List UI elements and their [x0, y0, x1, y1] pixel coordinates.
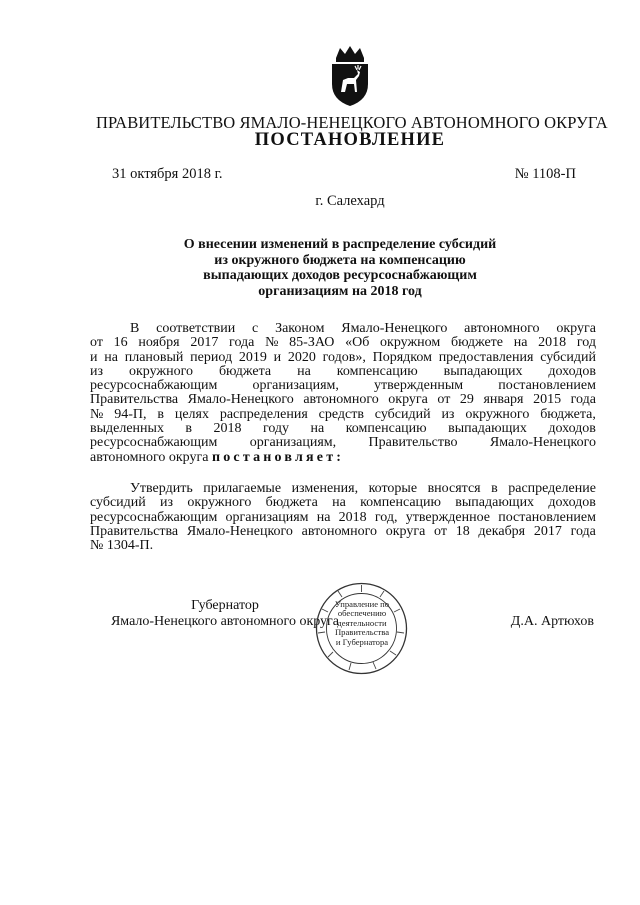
word: выделенных	[90, 421, 164, 437]
word: ресурсоснабжающим	[90, 509, 218, 525]
word: из	[441, 406, 455, 422]
word: распределения	[219, 406, 308, 422]
word: плановый	[124, 349, 184, 365]
text-line-final: № 1304-П.	[90, 538, 154, 554]
word: от	[90, 335, 103, 351]
text-line	[90, 351, 596, 365]
text-line	[90, 322, 596, 336]
word: средств	[318, 406, 364, 422]
word: в	[185, 421, 193, 437]
text-line	[90, 525, 596, 539]
word: годов»,	[322, 349, 366, 365]
word: Ямало-Ненецкого	[341, 321, 448, 336]
word: декабря	[478, 523, 526, 539]
word: утвержденным	[374, 378, 464, 394]
word: Ямало-Ненецкого	[186, 523, 293, 539]
word: на	[310, 421, 325, 437]
word: год,	[374, 509, 398, 525]
text-line-final	[90, 451, 596, 465]
word: году	[262, 421, 290, 437]
word: Ямало-Ненецкого	[489, 435, 596, 451]
text-line	[90, 408, 596, 422]
word: округа	[385, 523, 426, 539]
word: 94-П,	[114, 406, 147, 422]
word: автономного	[303, 392, 379, 408]
word: Правительства	[90, 523, 179, 539]
document-date: 31 октября 2018 г.	[112, 166, 223, 182]
word: 2018	[538, 335, 567, 351]
word: окружного	[465, 406, 530, 422]
word: №	[90, 406, 104, 422]
word: от	[437, 392, 451, 408]
word: окружного	[128, 363, 193, 379]
word: 2020	[287, 349, 316, 365]
text-line	[90, 336, 596, 350]
word: на	[104, 349, 118, 365]
word: Правительства	[90, 392, 179, 408]
word: 2018	[338, 509, 367, 525]
stamp-line: обеспечению	[337, 608, 387, 619]
text-line	[90, 511, 596, 525]
word: Ямало-Ненецкого	[187, 392, 294, 408]
word: вносятся	[427, 481, 481, 496]
word: доходов	[548, 363, 596, 379]
word: год	[576, 335, 596, 351]
word: изменения,	[291, 481, 359, 496]
word: на	[316, 509, 331, 525]
word: 18	[455, 523, 470, 539]
word: в	[491, 481, 498, 496]
word: утвержденное	[405, 509, 490, 525]
word: года	[570, 523, 596, 539]
organization-name: ПРАВИТЕЛЬСТВО ЯМАЛО-НЕНЕЦКОГО АВТОНОМНОГО ОКРУГА	[96, 113, 608, 132]
text-line	[90, 422, 596, 436]
word: окружном	[380, 335, 441, 351]
word: распределение	[508, 481, 596, 496]
word: и	[90, 349, 98, 365]
word: на	[513, 335, 528, 351]
document-title	[150, 237, 530, 299]
word: постановлением	[498, 509, 596, 525]
text-line	[90, 436, 596, 450]
word: 2015	[533, 392, 562, 408]
word: года	[570, 392, 596, 408]
word: выпадающих	[455, 495, 535, 511]
word: автономного	[301, 523, 378, 539]
word: предоставления	[438, 349, 534, 365]
word: 85-ЗАО	[289, 335, 335, 351]
word: 29	[459, 392, 474, 408]
word: на	[332, 495, 346, 511]
word: из	[90, 363, 104, 379]
word: ресурсоснабжающим	[90, 435, 218, 451]
word: из	[160, 495, 174, 511]
paragraph-basis	[90, 322, 596, 465]
word: субсидий	[90, 495, 146, 511]
text-line	[90, 379, 596, 393]
word: организациям	[225, 509, 309, 525]
word: 2017	[190, 335, 219, 351]
document-number: № 1108-П	[514, 166, 576, 182]
word: выпадающих	[443, 363, 523, 379]
title-line: О внесении изменений в распределение субсидий	[183, 237, 497, 252]
word: от	[434, 523, 447, 539]
word: 2018	[213, 421, 242, 437]
word: с	[252, 321, 259, 336]
word: на	[297, 363, 311, 379]
word: организациям,	[249, 435, 337, 451]
word: целях	[174, 406, 209, 422]
word: которые	[368, 481, 418, 496]
word: окружного	[187, 495, 252, 511]
word: соответствии	[156, 321, 236, 336]
word: 2019	[238, 349, 267, 365]
word: в	[157, 406, 164, 422]
word: бюджете	[450, 335, 503, 351]
stamp-line: Правительства	[334, 627, 390, 638]
word: округа	[388, 392, 428, 408]
word: округа	[556, 321, 596, 336]
word: компенсацию	[360, 495, 441, 511]
paragraph-resolution	[90, 482, 596, 553]
word: постановлением	[498, 378, 596, 394]
word: организациям,	[252, 378, 339, 394]
word: В	[130, 321, 140, 336]
word: бюджета,	[540, 406, 596, 422]
word: ресурсоснабжающим	[90, 378, 218, 394]
word: субсидий	[374, 406, 431, 422]
stamp-line: Управление по	[334, 599, 390, 609]
coat-of-arms-icon	[326, 44, 374, 108]
word: Порядком	[372, 349, 432, 365]
word: автономного	[464, 321, 540, 336]
word: Правительство	[368, 435, 458, 451]
word: прилагаемые	[203, 481, 282, 496]
text-line	[90, 496, 596, 510]
stamp-line: деятельности	[337, 617, 387, 628]
word: компенсацию	[345, 421, 427, 437]
word: №	[265, 335, 279, 351]
decree-word: постановляет:	[211, 449, 345, 465]
text-line	[90, 482, 596, 496]
word: года	[229, 335, 255, 351]
word: бюджета	[265, 495, 318, 511]
word: доходов	[548, 421, 596, 437]
word: доходов	[548, 495, 596, 511]
title-line: организациям на 2018 год	[258, 283, 422, 299]
word: и	[273, 349, 282, 365]
word: ноября	[138, 335, 180, 351]
text-line	[90, 365, 596, 379]
document-type: ПОСТАНОВЛЕНИЕ	[254, 130, 446, 150]
title-line: из окружного бюджета на компенсацию	[214, 252, 466, 268]
word: Законом	[275, 321, 325, 336]
word: 2017	[533, 523, 562, 539]
word: выпадающих	[448, 421, 527, 437]
signatory-name: Д.А. Артюхов	[510, 614, 594, 629]
signatory-org: Ямало-Ненецкого автономного округа	[110, 614, 340, 629]
title-line: выпадающих доходов ресурсоснабжающим	[203, 268, 477, 284]
word: января	[483, 392, 524, 408]
word: 16	[113, 335, 128, 351]
word: «Об	[345, 335, 370, 351]
stamp-line: и Губернатора	[335, 636, 389, 647]
text-line	[90, 393, 596, 407]
word: компенсацию	[336, 363, 418, 379]
stamp-text	[333, 600, 391, 647]
word: период	[190, 349, 233, 365]
word: бюджета	[218, 363, 272, 379]
document-city: г. Салехард	[315, 193, 385, 209]
word: субсидий	[540, 349, 596, 365]
signatory-title: Губернатор	[191, 598, 259, 613]
word: Утвердить	[130, 481, 193, 496]
text-fragment: автономного округа	[90, 449, 209, 465]
